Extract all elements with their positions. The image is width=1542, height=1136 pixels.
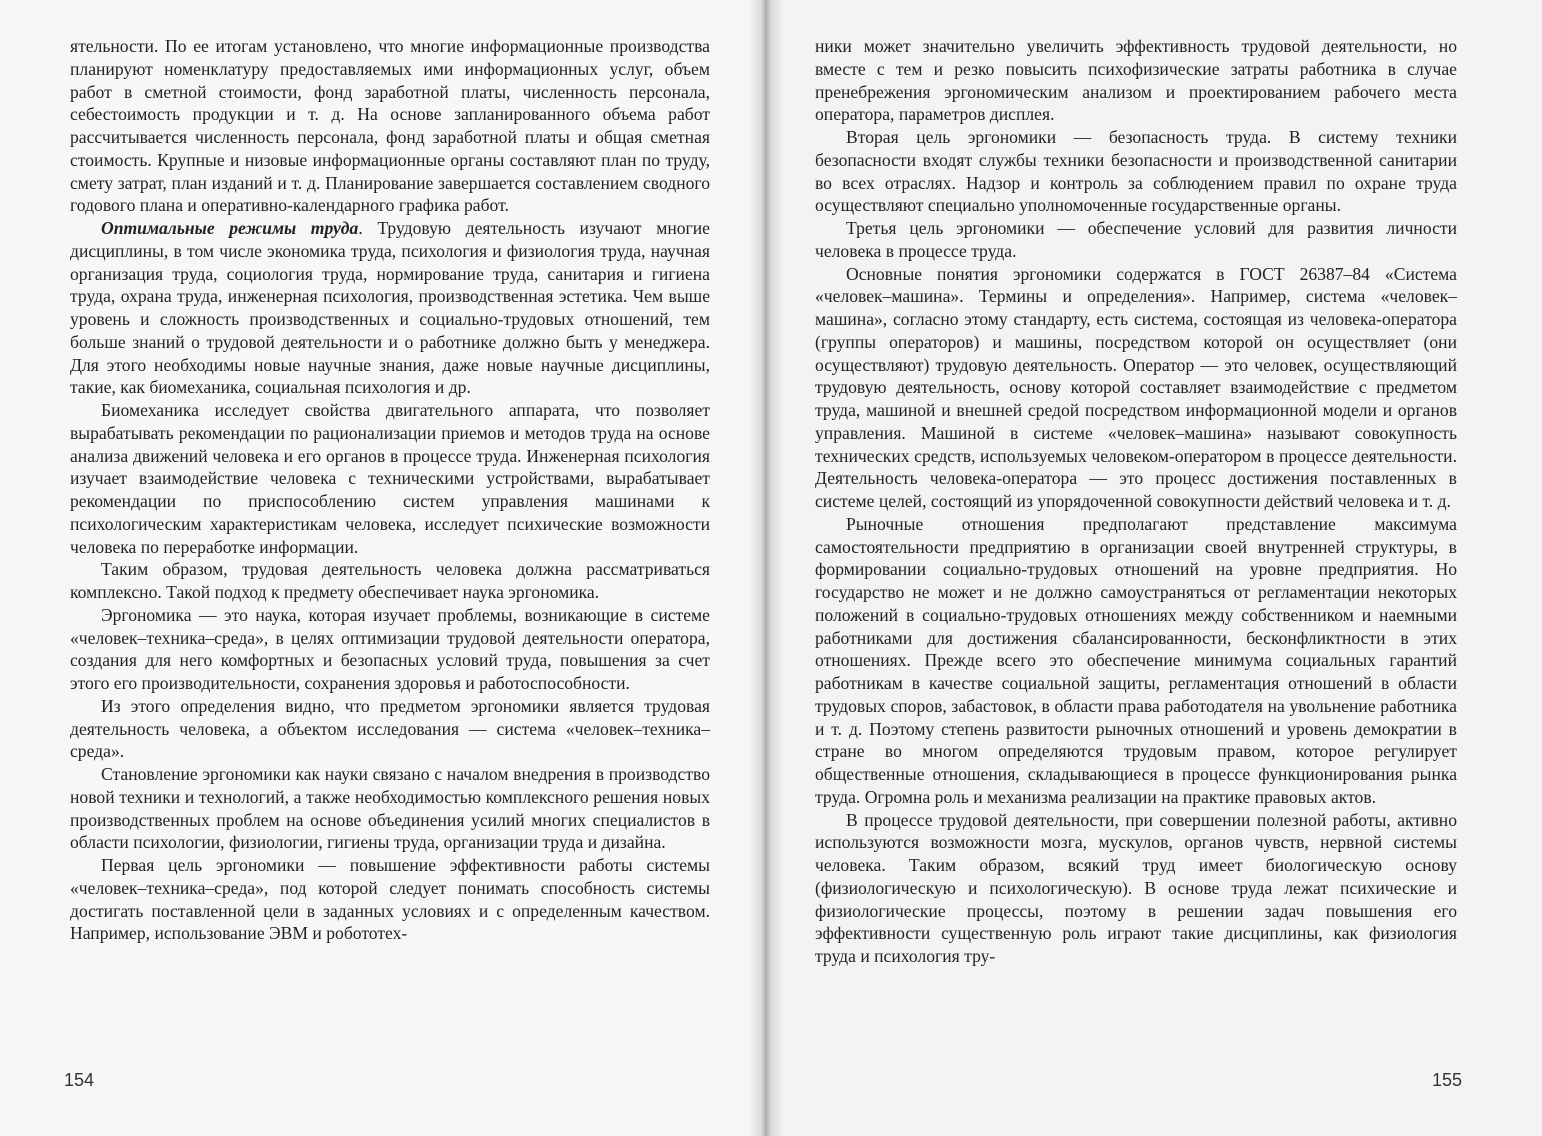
paragraph-text: . Трудовую деятельность изучают многие дисциплины, в том числе экономика труда, психология и физиология труда, научная организация труда, социология труда, нормирование труда, санитария и гигиена труда, охрана труда, инженерная психология, производственная эстетика. Чем выше уровень и сложность производственных и социально-трудовых отношений, тем больше знаний о трудовой деятельности и о работнике должно быть у менеджера. Для этого необходимы новые научные знания, даже новые научные дисциплины, такие, как биомеханика, социальная психология и др. xyxy=(70,218,710,398)
paragraph: Из этого определения видно, что предметом эргономики является трудовая деятельность человека, а объектом исследования — система «человек–техника–среда». xyxy=(70,695,710,762)
paragraph: ятельности. По ее итогам установлено, что многие информационные производства планируют номенклатуру предоставляемых ими информационных услуг, объем работ в сметной стоимости, фонд заработной платы, численность персонала, себестоимость продукции и т. д. На основе запланированного объема работ рассчитывается численность персонала, фонд заработной платы и общая сметная стоимость. Крупные и низовые информационные органы составляют план по труду, смету затрат, план изданий и т. д. Планирование завершается составлением сводного годового плана и оперативно-календарного графика работ. xyxy=(70,36,710,216)
paragraph: ники может значительно увеличить эффективность трудовой деятельности, но вместе с тем и резко повысить психофизические затраты работника в случае пренебрежения эргономическим анализом и проектированием рабочего места оператора, параметров дисплея. xyxy=(815,36,1457,125)
page-number-left: 154 xyxy=(64,1070,95,1090)
paragraph: Рыночные отношения предполагают представление максимума самостоятельности предприятию в организации своей внутренней структуры, в формировании социально-трудовых отношений на уровне предприятия. Но государство не может и не должно самоустраняться от регламентации некоторых положений в социально-трудовых отношениях между собственником и наемными работниками для достижения сбалансированности, бесконфликтности в этих отношениях. Прежде всего это обеспечение минимума социальных гарантий работникам в качестве социальной защиты, регламентация отношений в области трудовых споров, забастовок, в области права работодателя на увольнение работника и т. д. Поэтому степень развитости рыночных отношений и уровень демократии в стране во многом определяются трудовым правом, которое регулирует общественные отношения, складывающиеся в процессе функционирования рынка труда. Огромна роль и механизма реализации на практике правовых актов. xyxy=(815,513,1457,807)
paragraph: Основные понятия эргономики содержатся в ГОСТ 26387–84 «Система «человек–машина». Термины и определения». Например, система «человек–машина», согласно этому стандарту, есть система, состоящая из человека-оператора (группы операторов) и машины, посредством которой он осуществляет (они осуществляют) трудовую деятельность. Оператор — это человек, осуществляющий трудовую деятельность, основу которой составляет взаимодействие с предметом труда, машиной и внешней средой посредством информационной модели и органов управления. Машиной в системе «человек–машина» называют совокупность технических средств, используемых человеком-оператором в процессе деятельности. Деятельность человека-оператора — это процесс достижения поставленных в системе целей, состоящий из упорядоченной совокупности действий человека и т. д. xyxy=(815,263,1457,511)
paragraph: В процессе трудовой деятельности, при совершении полезной работы, активно используются возможности мозга, мускулов, органов чувств, нервной системы человека. Таким образом, всякий труд имеет биологическую основу (физиологическую и психологическую). В основе труда лежат психические и физиологические процессы, поэтому в решении задач повышения его эффективности существенную роль играют такие дисциплины, как физиология труда и психология тру- xyxy=(815,809,1457,966)
run-in-heading: Оптимальные режимы труда xyxy=(101,218,359,238)
paragraph: Вторая цель эргономики — безопасность труда. В систему техники безопасности входят службы техники безопасности и производственной санитарии во всех отраслях. Надзор и контроль за соблюдением правил по охране труда осуществляют специально уполномоченные государственные органы. xyxy=(815,127,1457,216)
paragraph: Эргономика — это наука, которая изучает проблемы, возникающие в системе «человек–техника–среда», в целях оптимизации трудовой деятельности оператора, создания для него комфортных и безопасных условий труда, повышения за счет этого его производительности, сохранения здоровья и работоспособности. xyxy=(70,604,710,693)
paragraph: Первая цель эргономики — повышение эффективности работы системы «человек–техника–среда», под которой следует понимать способность системы достигать поставленной цели в заданных условиях и с определенным качеством. Например, использование ЭВМ и робототех- xyxy=(70,855,710,944)
paragraph: Биомеханика исследует свойства двигательного аппарата, что позволяет вырабатывать рекомендации по рационализации приемов и методов труда на основе анализа движений человека и его органов в процессе труда. Инженерная психология изучает взаимодействие человека с техническими устройствами, вырабатывает рекомендации по приспособлению систем управления машинами к психологическим характеристикам человека, исследует психические возможности человека по переработке информации. xyxy=(70,400,710,557)
paragraph: Третья цель эргономики — обеспечение условий для развития личности человека в процессе труда. xyxy=(815,218,1457,261)
page-number-right: 155 xyxy=(1432,1070,1463,1090)
paragraph: Таким образом, трудовая деятельность человека должна рассматриваться комплексно. Такой подход к предмету обеспечивает наука эргономика. xyxy=(70,559,710,602)
left-page-text xyxy=(70,35,710,945)
paragraph-optimal-labor xyxy=(70,217,710,399)
paragraph: Становление эргономики как науки связано с началом внедрения в производство новой техники и технологий, а также необходимостью комплексного решения новых производственных проблем на основе объединения усилий многих специалистов в области психологии, физиологии, гигиены труда, организации труда и дизайна. xyxy=(70,764,710,853)
right-page-text xyxy=(815,35,1457,968)
book-gutter xyxy=(748,0,784,1136)
